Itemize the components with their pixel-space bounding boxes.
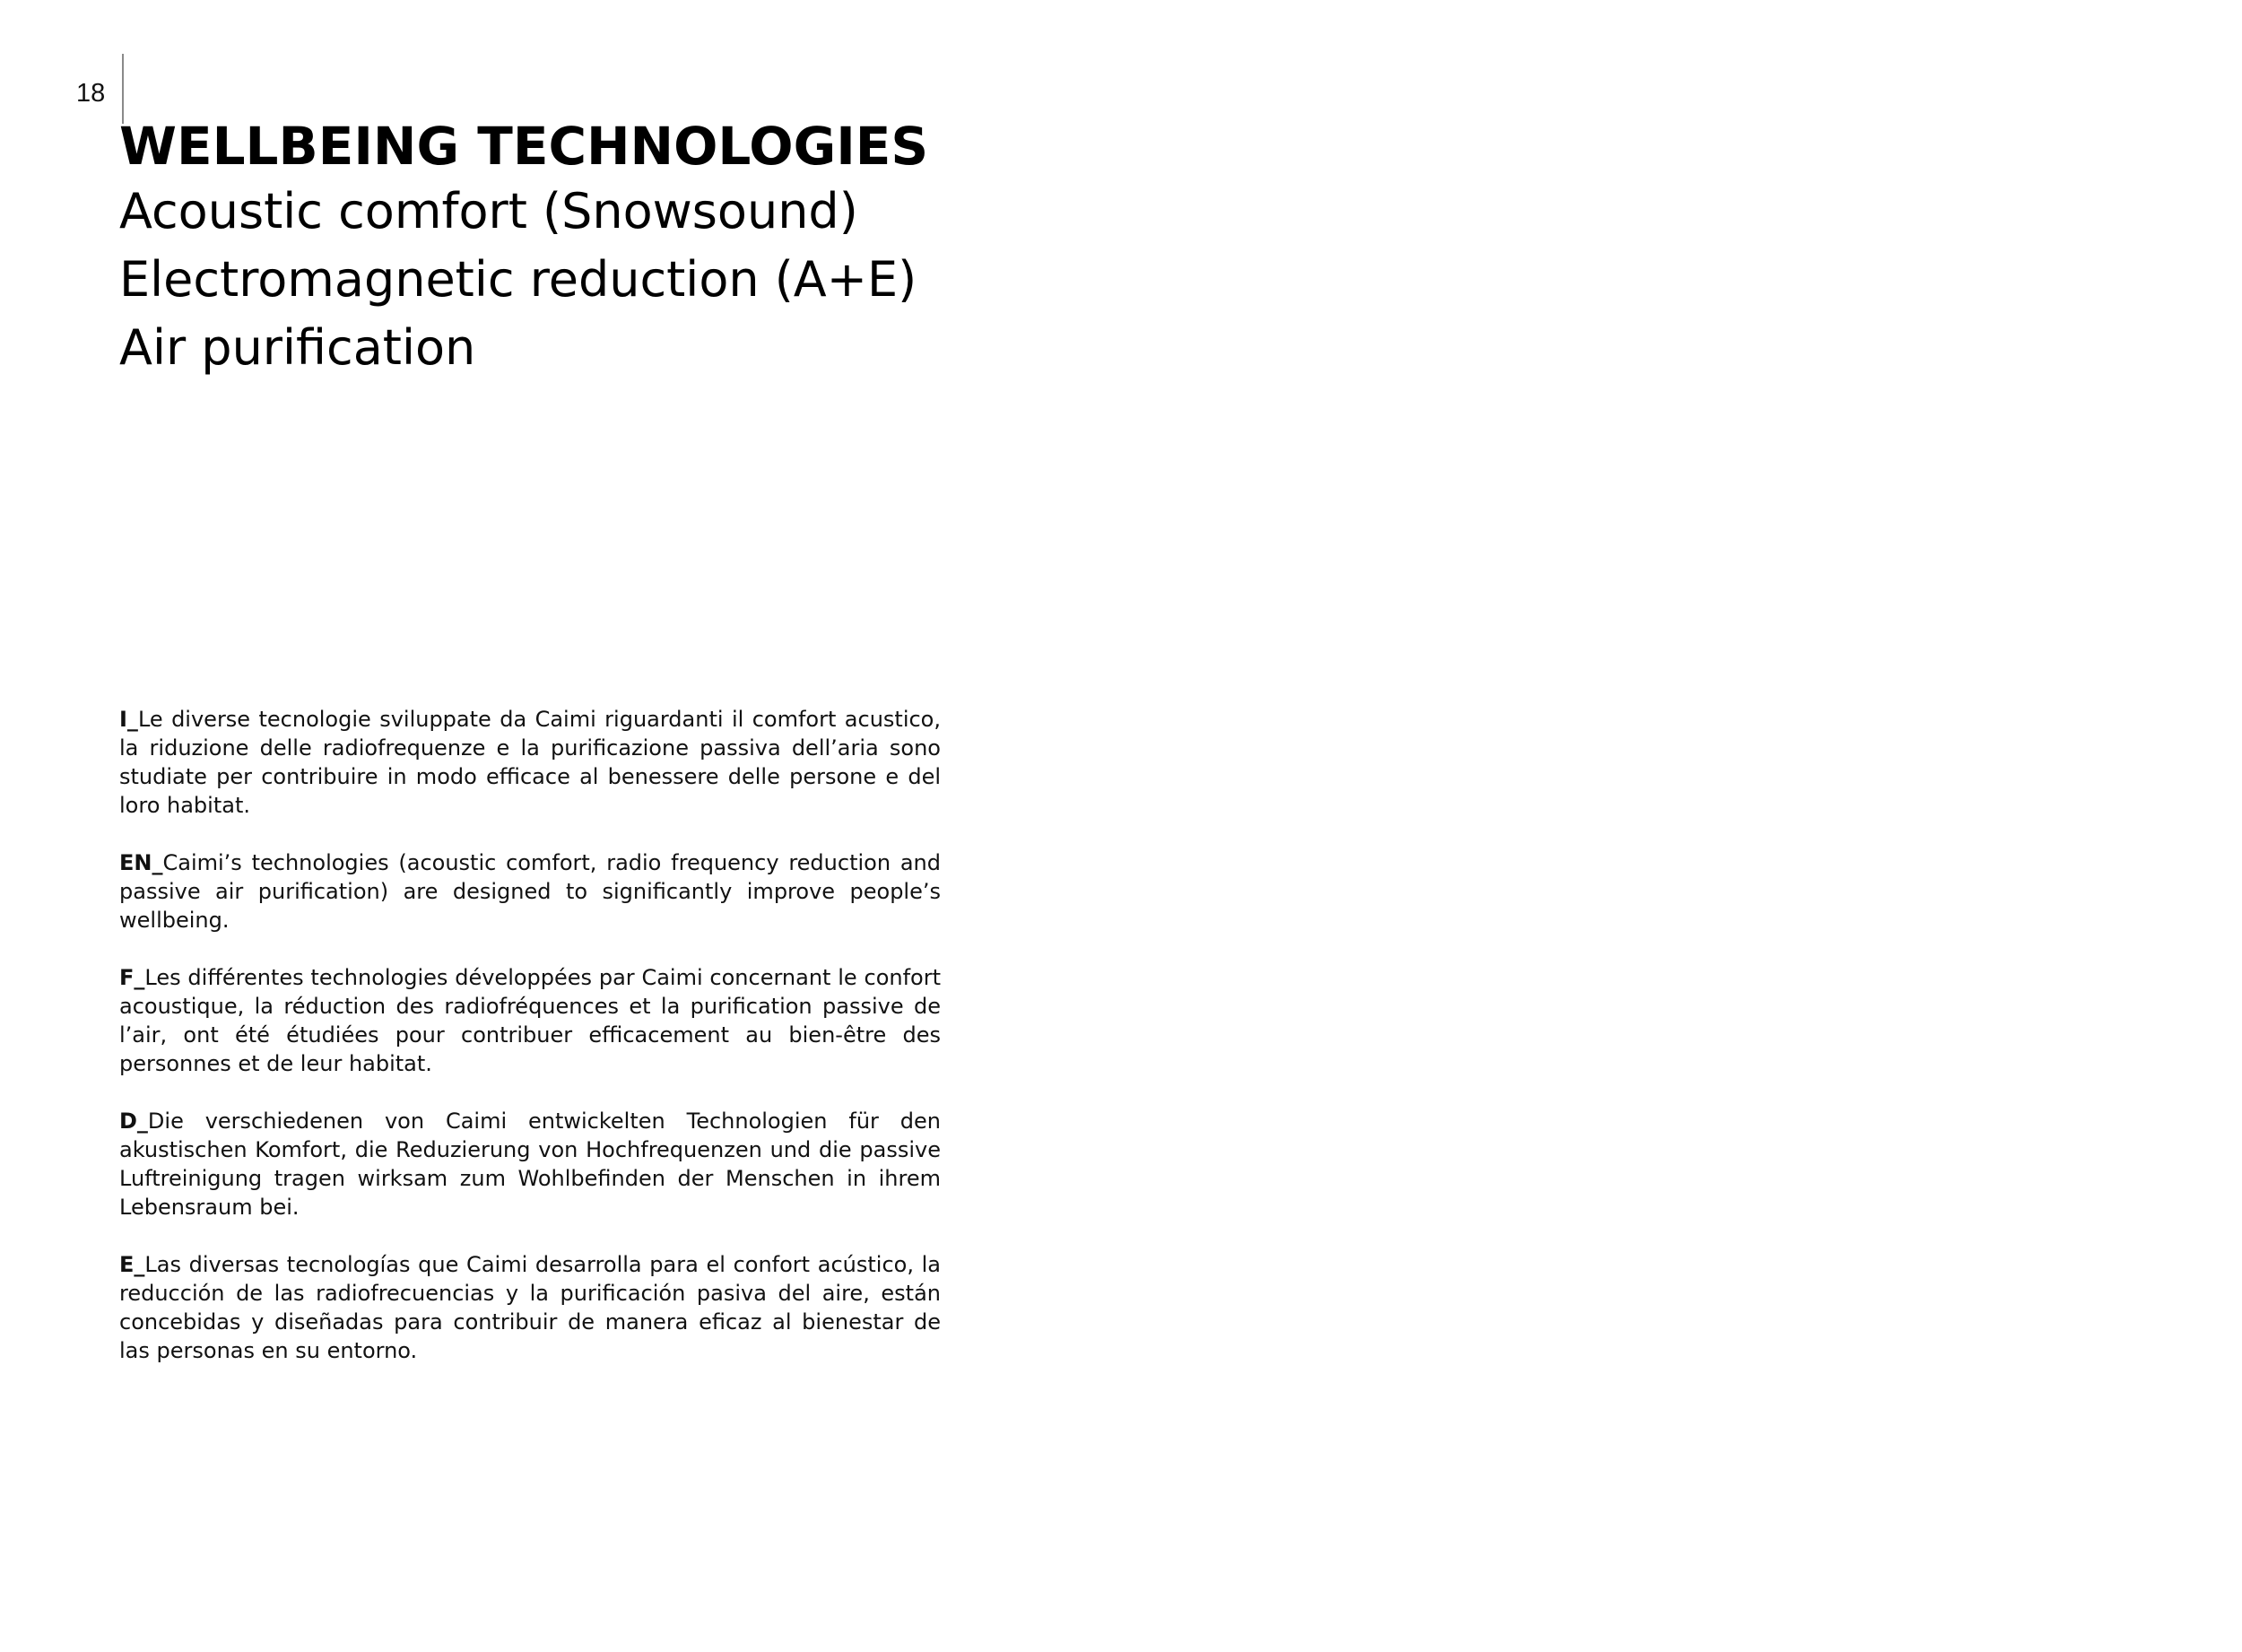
divider-line	[122, 54, 124, 124]
page-title: WELLBEING TECHNOLOGIES	[119, 116, 929, 177]
paragraph-text-german: Die verschiedenen von Caimi entwickelten Technologien für den akustischen Komfort, die Reduzierung von Hochfrequenzen und die passive Luftreinigung tragen wirksam zum Wohlbefinden der Menschen in ihrem Lebensraum bei.	[119, 1109, 941, 1220]
subtitle-air-purification: Air purification	[119, 319, 476, 376]
paragraph-italian	[119, 705, 941, 820]
body-text-block	[119, 705, 941, 1394]
language-tag-french: F_	[119, 965, 145, 990]
language-tag-spanish: E_	[119, 1252, 145, 1277]
paragraph-german	[119, 1107, 941, 1222]
page-number: 18	[76, 79, 106, 108]
paragraph-text-spanish: Las diversas tecnologías que Caimi desarrolla para el confort acústico, la reducción de las radiofrecuencias y la purificación pasiva del aire, están concebidas y diseñadas para contribuir de manera eficaz al bienestar de las personas en su entorno.	[119, 1252, 941, 1363]
heading-block	[119, 115, 1195, 382]
language-tag-italian: I_	[119, 707, 138, 732]
language-tag-english: EN_	[119, 850, 163, 875]
paragraph-spanish	[119, 1250, 941, 1365]
language-tag-german: D_	[119, 1109, 148, 1134]
paragraph-english	[119, 848, 941, 935]
paragraph-text-french: Les différentes technologies développées par Caimi concernant le confort acoustique, la réduction des radiofréquences et la purification passive de l’air, ont été étudiées pour contribuer efficacement au bien-être des personnes et de leur habitat.	[119, 965, 941, 1076]
subtitle-acoustic-comfort: Acoustic comfort (Snowsound)	[119, 183, 858, 239]
subtitle-electromagnetic-reduction: Electromagnetic reduction (A+E)	[119, 251, 917, 308]
paragraph-text-italian: Le diverse tecnologie sviluppate da Caimi riguardanti il comfort acustico, la riduzione delle radiofrequenze e la purificazione passiva dell’aria sono studiate per contribuire in modo efficace al benessere delle persone e del loro habitat.	[119, 707, 941, 818]
paragraph-text-english: Caimi’s technologies (acoustic comfort, radio frequency reduction and passive air purification) are designed to significantly improve people’s wellbeing.	[119, 850, 941, 933]
paragraph-french	[119, 963, 941, 1078]
